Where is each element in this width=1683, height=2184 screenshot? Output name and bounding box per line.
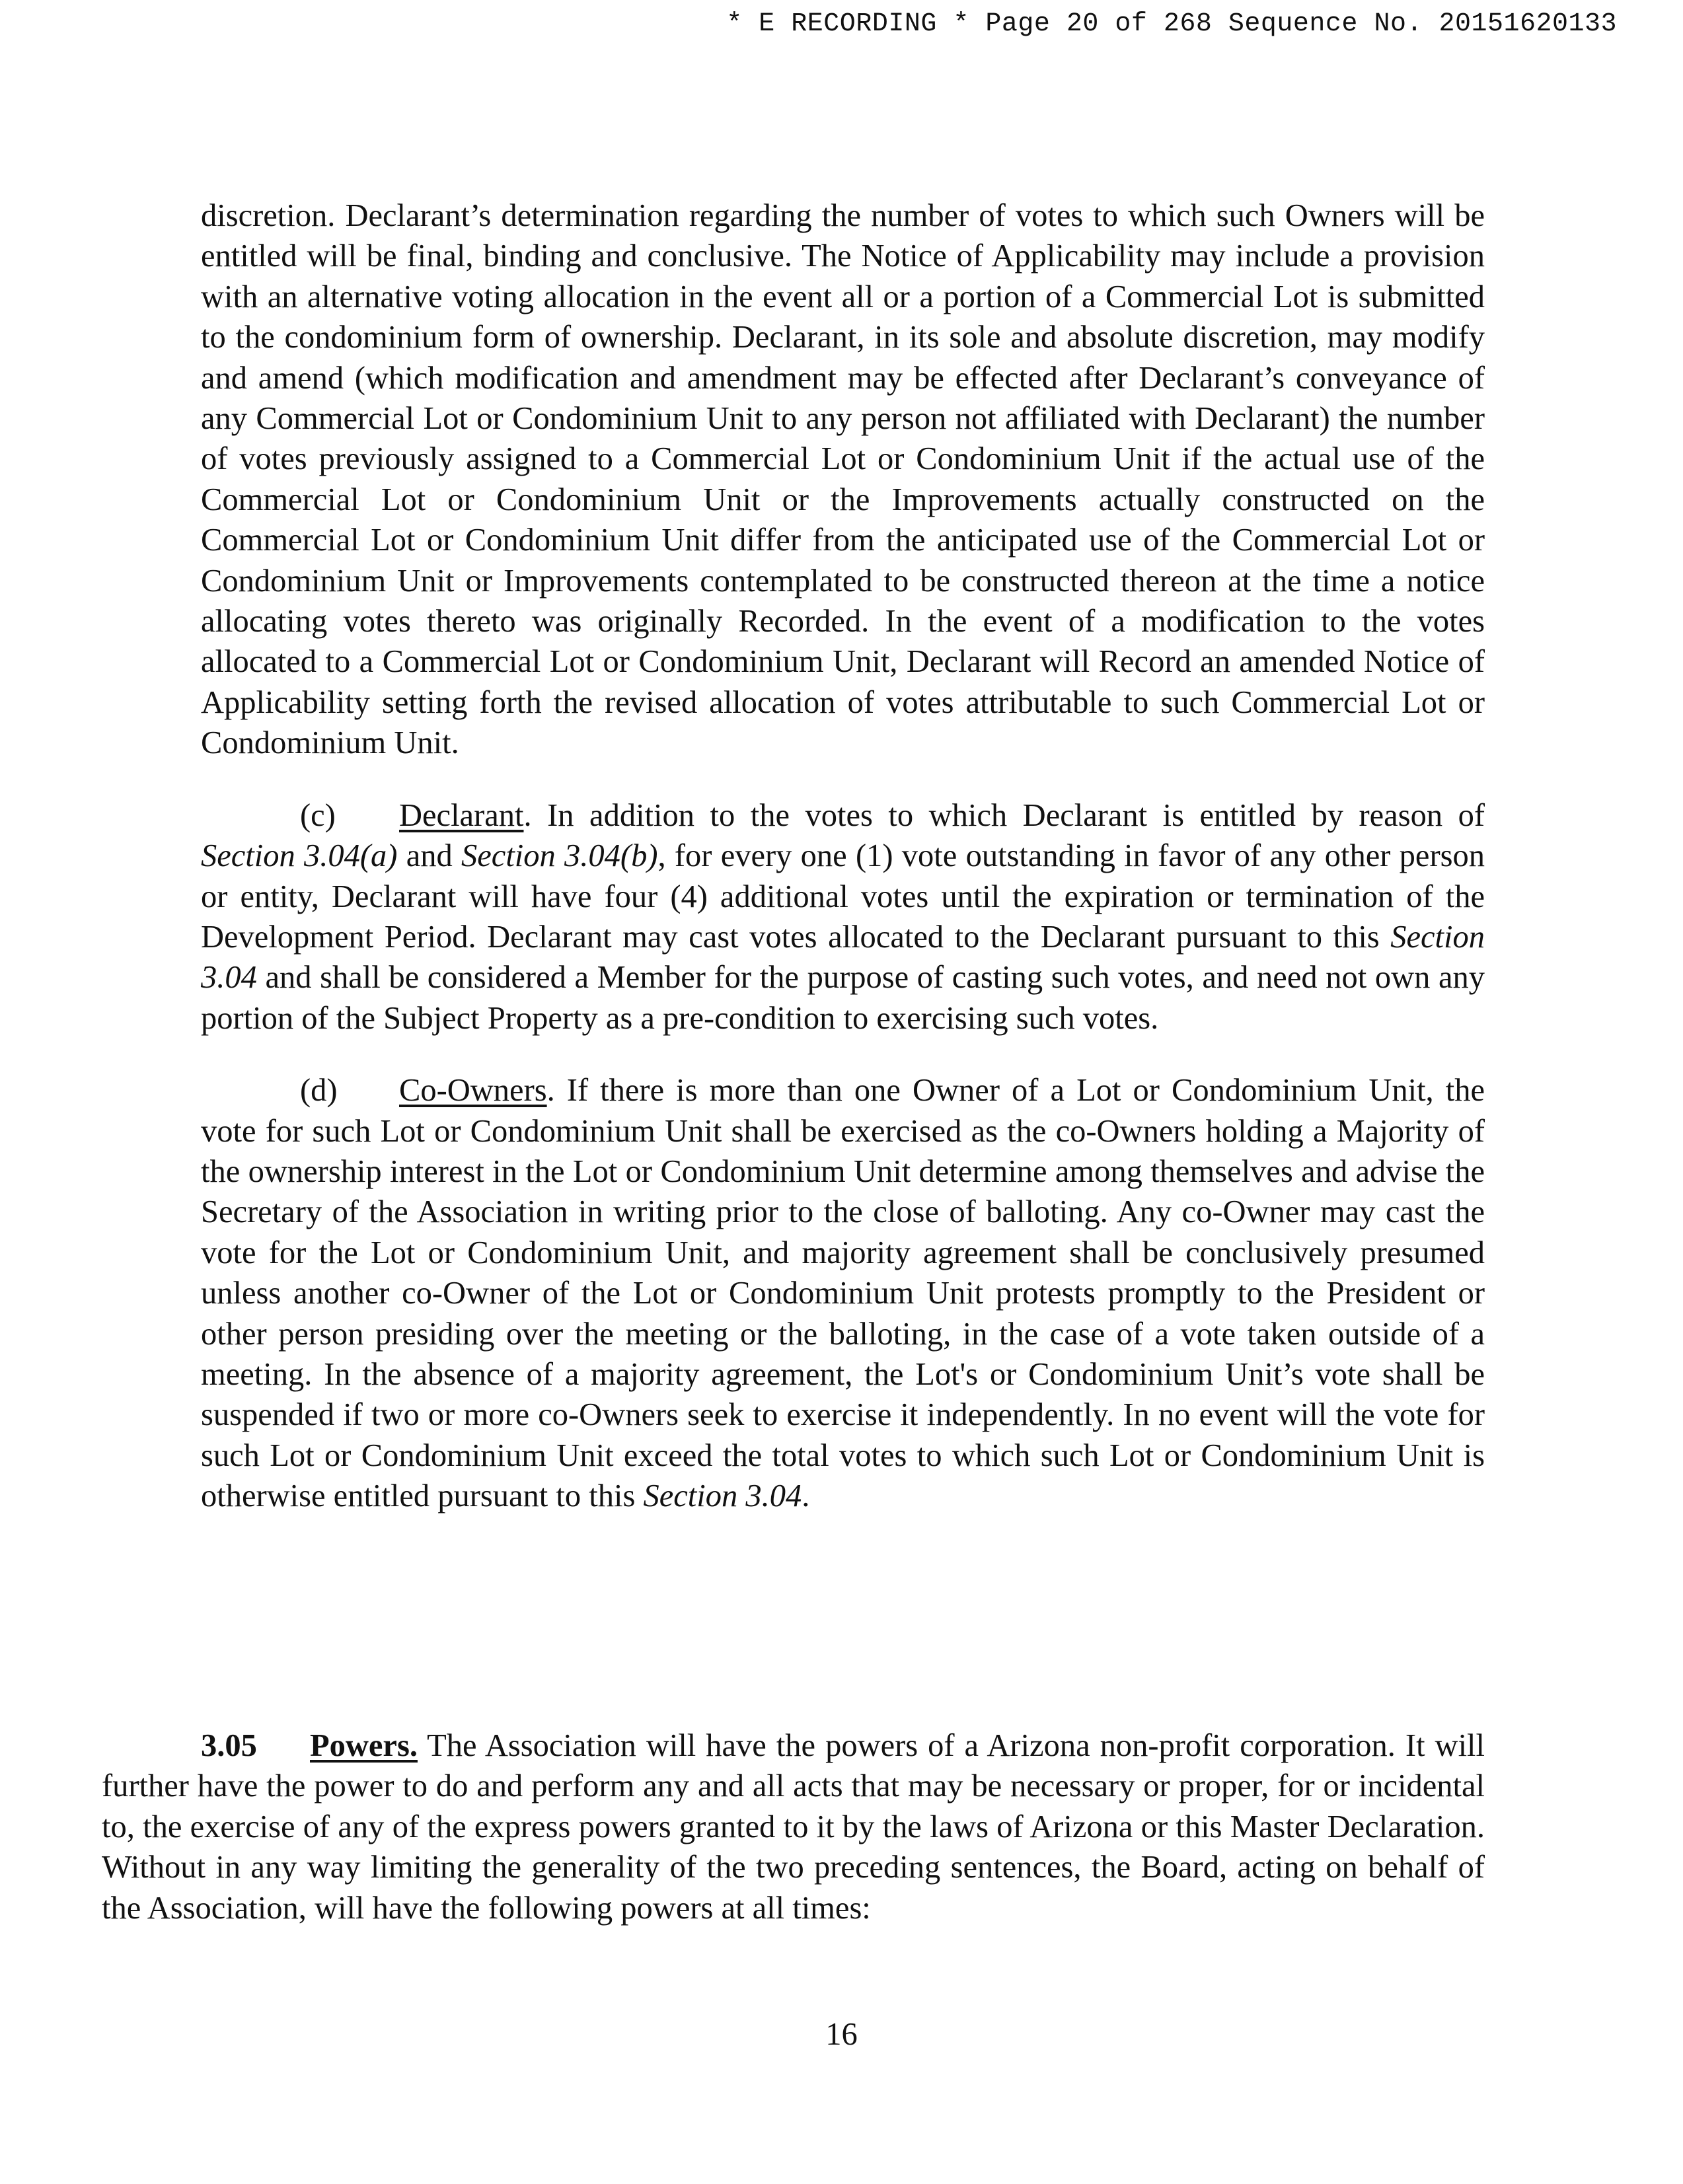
section-3-05-powers xyxy=(102,1726,1485,1928)
subsection-c-text-1: . In addition to the votes to which Declarant is entitled by reason of xyxy=(523,797,1485,833)
subsection-c-label: (c) xyxy=(300,797,336,833)
subsection-c-text-3: , for every one (1) vote outstanding in favor of any other person or entity, Declarant will have four (4) additional votes until the expiration or termination of the Development Period. Declarant may cast votes allocated to the Declarant pursuant to this xyxy=(201,838,1485,955)
recording-stamp: * E RECORDING * Page 20 of 268 Sequence No. 20151620133 xyxy=(726,9,1617,39)
subsection-d-label: (d) xyxy=(300,1073,338,1109)
subsection-d-text-2: . xyxy=(802,1478,810,1514)
subsection-c-declarant xyxy=(201,795,1485,1038)
page-number: 16 xyxy=(825,2017,858,2052)
section-3-05-heading: Powers. xyxy=(310,1728,418,1763)
subsection-c-ref-2: Section 3.04(b) xyxy=(461,838,658,874)
section-3-05-wrapper xyxy=(102,1726,1485,1928)
section-3-05-number: 3.05 xyxy=(201,1728,257,1763)
document-body xyxy=(201,196,1485,1548)
subsection-d-co-owners xyxy=(201,1070,1485,1516)
subsection-c-text-2: and xyxy=(397,838,462,874)
subsection-c-text-4: and shall be considered a Member for the purpose of casting such votes, and need not own any portion of the Subject Property as a pre-condition to exercising such votes. xyxy=(201,960,1485,1036)
paragraph-gap xyxy=(201,1517,1485,1548)
subsection-c-ref-3: Section 3.04 xyxy=(201,919,1485,996)
paragraph-gap xyxy=(201,764,1485,795)
subsection-d-heading: Co-Owners xyxy=(399,1073,547,1109)
subsection-c-ref-1: Section 3.04(a) xyxy=(201,838,398,874)
subsection-d-ref-1: Section 3.04 xyxy=(643,1478,802,1514)
subsection-d-text-1: . If there is more than one Owner of a Lot or Condominium Unit, the vote for such Lot or Condominium Unit shall be exercised as the co-Owners holding a Majority of the ownership interest in the Lot or Condominium Unit determine among themselves and advise the Secretary of the Association in writing prior to the close of balloting. Any co-Owner may cast the vote for the Lot or Condominium Unit, and majority agreement shall be conclusively presumed unless another co-Owner of the Lot or Condominium Unit protests promptly to the President or other person presiding over the meeting or the balloting, in the case of a vote taken outside of a meeting. In the absence of a majority agreement, the Lot's or Condominium Unit’s vote shall be suspended if two or more co-Owners seek to exercise it independently. In no event will the vote for such Lot or Condominium Unit exceed the total votes to which such Lot or Condominium Unit is otherwise entitled pursuant to this xyxy=(201,1073,1485,1514)
section-3-05-text: The Association will have the powers of a Arizona non-profit corporation. It will further have the power to do and perform any and all acts that may be necessary or proper, for or incidental to, the exercise of any of the express powers granted to it by the laws of Arizona or this Master Declaration. Without in any way limiting the generality of the two preceding sentences, the Board, acting on behalf of the Association, will have the following powers at all times: xyxy=(102,1728,1485,1926)
continuation-paragraph: discretion. Declarant’s determination regarding the number of votes to which such Owners will be entitled will be final, binding and conclusive. The Notice of Applicability may include a provision with an alternative voting allocation in the event all or a portion of a Commercial Lot is submitted to the condominium form of ownership. Declarant, in its sole and absolute discretion, may modify and amend (which modification and amendment may be effected after Declarant’s conveyance of any Commercial Lot or Condominium Unit to any person not affiliated with Declarant) the number of votes previously assigned to a Commercial Lot or Condominium Unit if the actual use of the Commercial Lot or Condominium Unit or the Improvements actually constructed on the Commercial Lot or Condominium Unit differ from the anticipated use of the Commercial Lot or Condominium Unit or Improvements contemplated to be constructed thereon at the time a notice allocating votes thereto was originally Recorded. In the event of a modification to the votes allocated to a Commercial Lot or Condominium Unit, Declarant will Record an amended Notice of Applicability setting forth the revised allocation of votes attributable to such Commercial Lot or Condominium Unit. xyxy=(201,198,1485,761)
subsection-c-heading: Declarant xyxy=(399,797,524,833)
paragraph-gap xyxy=(201,1038,1485,1070)
